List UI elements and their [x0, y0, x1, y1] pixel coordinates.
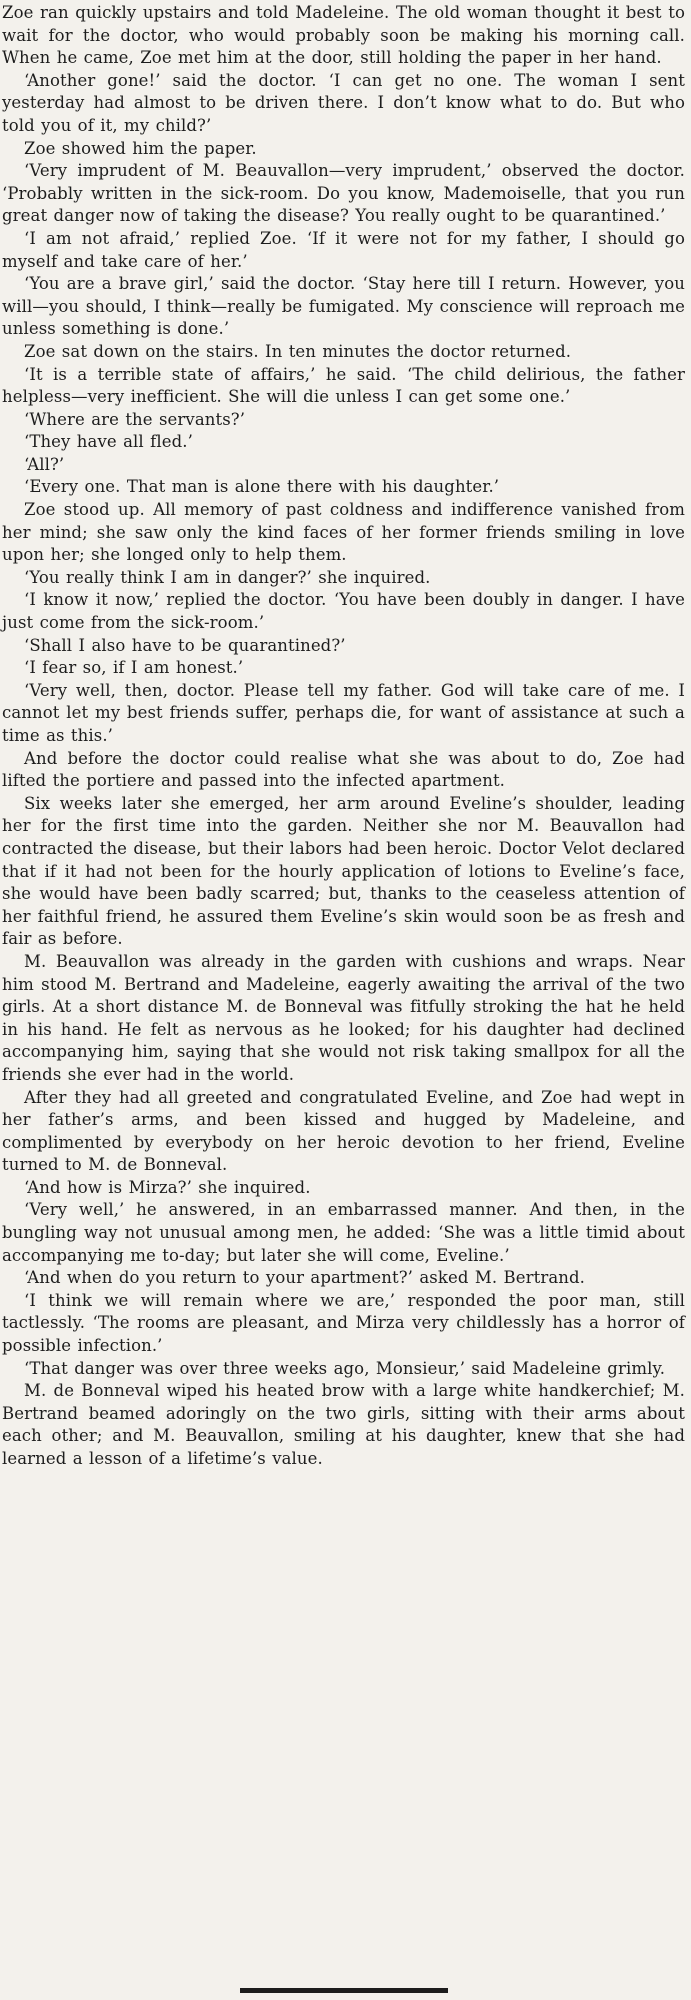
paragraph: ‘Shall I also have to be quarantined?’ — [24, 635, 346, 655]
paragraph: Zoe showed him the paper. — [24, 138, 257, 158]
paragraph: ‘You are a brave girl,’ said the doctor. ‘Stay here till I return. However, you will—you should, I think—really be fumigated. My conscience will reproach me unless something is done.’ — [2, 274, 685, 339]
paragraph: ‘Every one. That man is alone there with his daughter.’ — [24, 477, 500, 497]
paragraph: ‘That danger was over three weeks ago, Monsieur,’ said Madeleine grimly. — [24, 1358, 666, 1378]
paragraph: ‘I fear so, if I am honest.’ — [24, 658, 244, 678]
paragraph: Zoe sat down on the stairs. In ten minutes the doctor returned. — [24, 341, 572, 361]
end-rule-divider — [240, 1988, 448, 1993]
paragraph: ‘I am not afraid,’ replied Zoe. ‘If it were not for my father, I should go myself and take care of her.’ — [2, 228, 685, 271]
paragraph: M. Beauvallon was already in the garden with cushions and wraps. Near him stood M. Bertrand and Madeleine, eagerly awaiting the arrival of the two girls. At a short distance M. de Bonneval was fitfully stroking the hat he held in his hand. He felt as nervous as he looked; for his daughter had declined accompanying him, saying that she would not risk taking smallpox for all the friends she ever had in the world. — [2, 951, 685, 1084]
paragraph: ‘I know it now,’ replied the doctor. ‘You have been doubly in danger. I have just come from the sick-room.’ — [2, 590, 685, 633]
paragraph: ‘All?’ — [24, 454, 65, 474]
paragraph: Six weeks later she emerged, her arm around Eveline’s shoulder, leading her for the first time into the garden. Neither she nor M. Beauvallon had contracted the disease, but their labors had been heroic. Doctor Velot declared that if it had not been for the hourly application of lotions to Eveline’s face, she would have been badly scarred; but, thanks to the ceaseless attention of her faithful friend, he assured them Eveline’s skin would soon be as fresh and fair as before. — [2, 793, 685, 949]
paragraph: ‘Very well,’ he answered, in an embarrassed manner. And then, in the bungling way not unusual among men, he added: ‘She was a little timid about accompanying me to-day; but later she will come, Eveline.’ — [2, 1200, 685, 1265]
paragraph: ‘Where are the servants?’ — [24, 409, 246, 429]
paragraph: ‘And when do you return to your apartment?’ asked M. Bertrand. — [24, 1268, 585, 1288]
paragraph: ‘Very well, then, doctor. Please tell my father. God will take care of me. I cannot let my best friends suffer, perhaps die, for want of assistance at such a time as this.’ — [2, 680, 685, 745]
paragraph: And before the doctor could realise what she was about to do, Zoe had lifted the portiere and passed into the infected apartment. — [2, 748, 685, 791]
paragraph: M. de Bonneval wiped his heated brow with a large white handkerchief; M. Bertrand beamed adoringly on the two girls, sitting with their arms about each other; and M. Beauvallon, smiling at his daughter, knew that she had learned a lesson of a lifetime’s value. — [2, 1381, 685, 1468]
paragraph: ‘Another gone!’ said the doctor. ‘I can get no one. The woman I sent yesterday had almost to be driven there. I don’t know what to do. But who told you of it, my child?’ — [2, 70, 685, 135]
paragraph: ‘It is a terrible state of affairs,’ he said. ‘The child delirious, the father helpless—very inefficient. She will die unless I can get some one.’ — [2, 364, 685, 407]
paragraph: Zoe stood up. All memory of past coldness and indifference vanished from her mind; she saw only the kind faces of her former friends smiling in love upon her; she longed only to help them. — [2, 500, 685, 565]
paragraph: ‘Very imprudent of M. Beauvallon—very imprudent,’ observed the doctor. ‘Probably written in the sick-room. Do you know, Mademoiselle, that you run great danger now of taking the disease? You really ought to be quarantined.’ — [2, 161, 685, 226]
paragraph: ‘You really think I am in danger?’ she inquired. — [24, 567, 431, 587]
paragraph: ‘And how is Mirza?’ she inquired. — [24, 1177, 311, 1197]
paragraph: After they had all greeted and congratulated Eveline, and Zoe had wept in her father’s arms, and been kissed and hugged by Madeleine, and complimented by everybody on her heroic devotion to her friend, Eveline turned to M. de Bonneval. — [2, 1087, 685, 1175]
paragraph: ‘I think we will remain where we are,’ responded the poor man, still tactlessly. ‘The rooms are pleasant, and Mirza very childlessly has a horror of possible infection.’ — [2, 1290, 685, 1356]
paragraph: Zoe ran quickly upstairs and told Madeleine. The old woman thought it best to wait for the doctor, who would probably soon be making his morning call. When he came, Zoe met him at the door, still holding the paper in her hand. — [2, 3, 685, 68]
article-column — [2, 2, 685, 1471]
paragraph: ‘They have all fled.’ — [24, 432, 193, 452]
